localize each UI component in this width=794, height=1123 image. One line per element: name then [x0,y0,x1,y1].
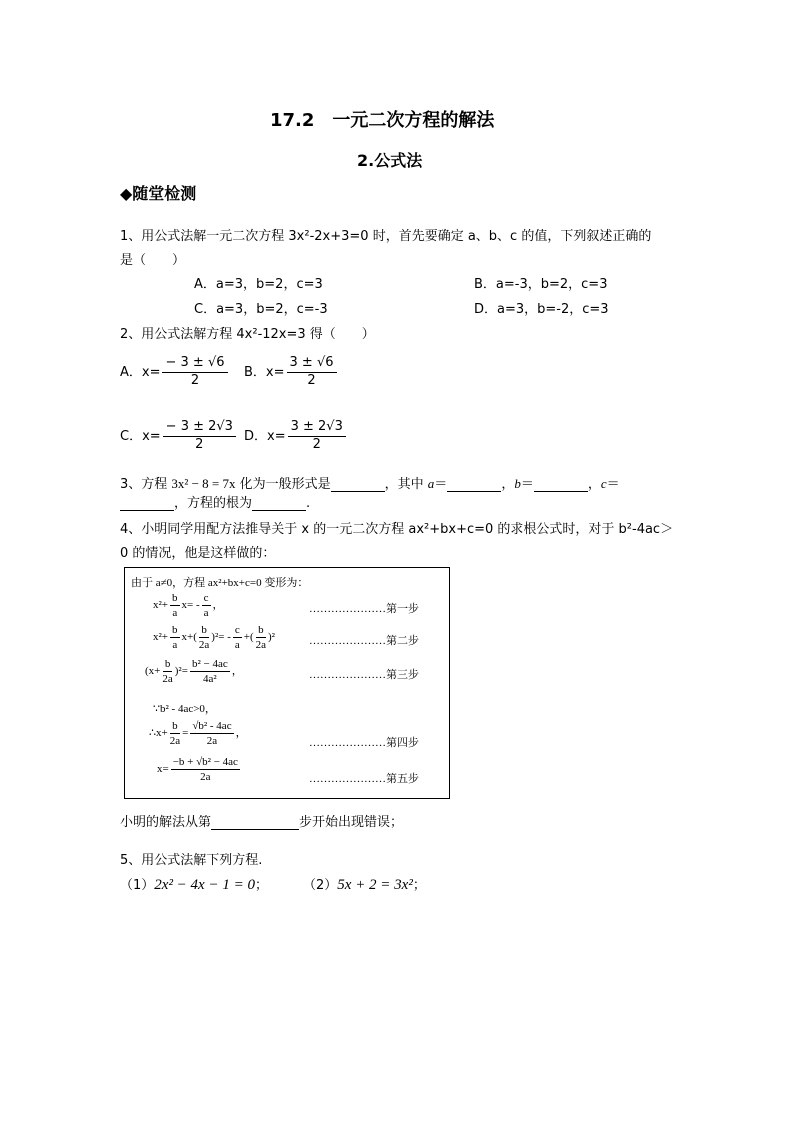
s5-frac2-den: 2a [206,734,218,747]
q1-option-a: A．a=3，b=2，c=3 [194,277,323,292]
q2-option-a-numerator: − 3 ± √6 [162,356,227,373]
s1-frac1-num: b [172,592,178,604]
s1-c: ， [212,599,224,612]
q3-comma-b: ， [587,477,601,492]
q2-option-a-denominator: 2 [190,372,200,388]
derivation-step1 [153,592,224,619]
s3-frac2-num: b² − 4ac [191,658,228,670]
derivation-step2 [153,624,275,651]
q2-option-a-label: A．x= [120,364,161,380]
derivation-condition: ∵b² - 4ac>0， [153,703,216,715]
derivation-box [124,567,450,799]
q2-option-d-numerator: 3 ± 2√3 [288,420,346,437]
s5-frac2-num: √b² - 4ac [192,720,232,732]
q4-answer [120,811,403,830]
s2-frac2-num: b [201,624,207,636]
q3-eqsign-c: ＝ [606,477,620,492]
derivation-step4 [149,720,247,747]
q1-stem-line2: 是（ ） [120,253,186,268]
q2-option-a [120,356,230,389]
q5-part1 [120,874,268,894]
q3-blank-b[interactable] [534,478,588,492]
q3-text-3: ，其中 [384,477,424,492]
q2-option-b-label: B．x= [244,364,285,380]
q5-part2 [303,874,426,894]
q1-option-c: C．a=3，b=2，c=-3 [194,302,328,317]
q2-option-b [244,356,339,389]
q3-blank-roots[interactable] [252,497,306,511]
s2-frac2-den: 2a [198,638,210,651]
s3-a: (x+ [145,665,161,678]
s1-frac2-den: a [203,606,209,619]
q3-line1 [120,473,620,492]
q4-stem-line1: 4、小明同学用配方法推导关于 x 的一元二次方程 ax²+bx+c=0 的求根公式时，对于 b²-4ac＞ [120,522,674,537]
s3-frac1-den: 2a [162,672,173,685]
s2-e: )² [268,631,275,644]
s3-frac1-num: b [164,658,171,670]
derivation-intro: 由于 a≠0，方程 ax²+bx+c=0 变形为： [131,577,309,589]
q5-part1-label: （1） [120,878,155,893]
s5-frac1-den: 2a [169,734,181,747]
q3-blank-a[interactable] [447,478,501,492]
q5-part2-equation: 5x + 2 = 3x² [337,877,413,893]
q3-var-b: b [514,476,521,491]
page-title: 17.2 一元二次方程的解法 [270,110,495,131]
derivation-step3 [145,658,243,685]
q4-stem-line2: 0 的情况，他是这样做的： [120,546,276,561]
s6-frac-num: −b + √b² − 4ac [172,756,238,768]
q1-option-b: B．a=-3，b=2，c=3 [474,277,608,292]
q5-part1-end: ； [254,878,268,893]
q5-part1-equation: 2x² − 4x − 1 = 0 [154,877,255,893]
s3-frac2-den: 4a² [202,672,217,685]
q2-option-c-label: C．x= [120,428,161,444]
q3-blank-general-form[interactable] [331,478,385,492]
s3-b: )²= [174,665,188,678]
q3-comma-a: ， [501,477,515,492]
s2-frac3-den: a [234,638,240,651]
q2-option-c-denominator: 2 [195,436,204,452]
q3-var-a: a [427,476,435,491]
step5-marker: …………………第五步 [309,773,419,785]
q5-part2-label: （2） [303,878,338,893]
step4-marker: …………………第四步 [309,737,419,749]
s6-a: x= [157,763,169,776]
s2-frac1-den: a [172,638,178,651]
q1-option-d: D．a=3，b=-2，c=3 [474,302,609,317]
s5-a: ∴x+ [149,727,168,740]
q3-period: . [306,496,311,511]
s2-a: x²+ [153,631,169,644]
q3-blank-c[interactable] [120,497,174,511]
q2-option-c-numerator: − 3 ± 2√3 [163,420,236,437]
q3-var-c: c [600,476,607,491]
s3-c: ， [231,665,243,678]
step3-marker: …………………第三步 [309,669,419,681]
section-heading: ◆随堂检测 [120,184,197,203]
q5-stem: 5、用公式法解下列方程. [120,853,263,868]
q3-eqsign-a: ＝ [434,477,448,492]
derivation-step5 [157,756,242,783]
q3-text-4: ，方程的根为 [174,496,253,511]
q5-part2-end: ； [412,878,426,893]
q2-option-d-denominator: 2 [312,436,321,452]
s2-frac4-den: 2a [255,638,267,651]
s5-b: = [182,727,189,740]
step2-marker: …………………第二步 [309,635,419,647]
q2-option-b-numerator: 3 ± √6 [287,356,337,373]
q4-blank-step[interactable] [211,816,299,830]
s1-a: x²+ [153,599,169,612]
s2-d: +( [243,631,254,644]
s2-frac3-num: c [234,624,240,636]
q4-answer-post: 步开始出现错误； [299,815,404,830]
s2-c: )²= - [211,631,231,644]
q2-stem: 2、用公式法解方程 4x²-12x=3 得（ ） [120,327,375,342]
s1-frac1-den: a [172,606,178,619]
q3-text-1: 3、方程 [120,477,168,492]
q3-line2 [120,492,310,511]
q2-option-c [120,420,238,453]
s1-frac2-num: c [203,592,209,604]
s2-frac4-num: b [258,624,264,636]
page-subtitle: 2.公式法 [357,151,423,170]
q2-option-d [244,420,348,453]
q4-answer-pre: 小明的解法从第 [120,815,212,830]
q3-eqsign-b: ＝ [520,477,534,492]
s6-frac-den: 2a [200,770,211,783]
q3-equation: 3x² − 8 = 7x [171,476,236,491]
q3-text-2: 化为一般形式是 [239,477,331,492]
q2-option-b-denominator: 2 [307,372,316,388]
q1-stem-line1: 1、用公式法解一元二次方程 3x²-2x+3=0 时，首先要确定 a、b、c 的值，下列叙述正确的 [120,229,652,244]
step1-marker: …………………第一步 [309,603,419,615]
s2-b: x+( [181,631,197,644]
q2-option-d-label: D．x= [244,428,286,444]
s2-frac1-num: b [172,624,178,636]
s1-b: x= - [181,599,200,612]
s5-frac1-num: b [172,720,178,732]
s5-c: ， [235,727,247,740]
